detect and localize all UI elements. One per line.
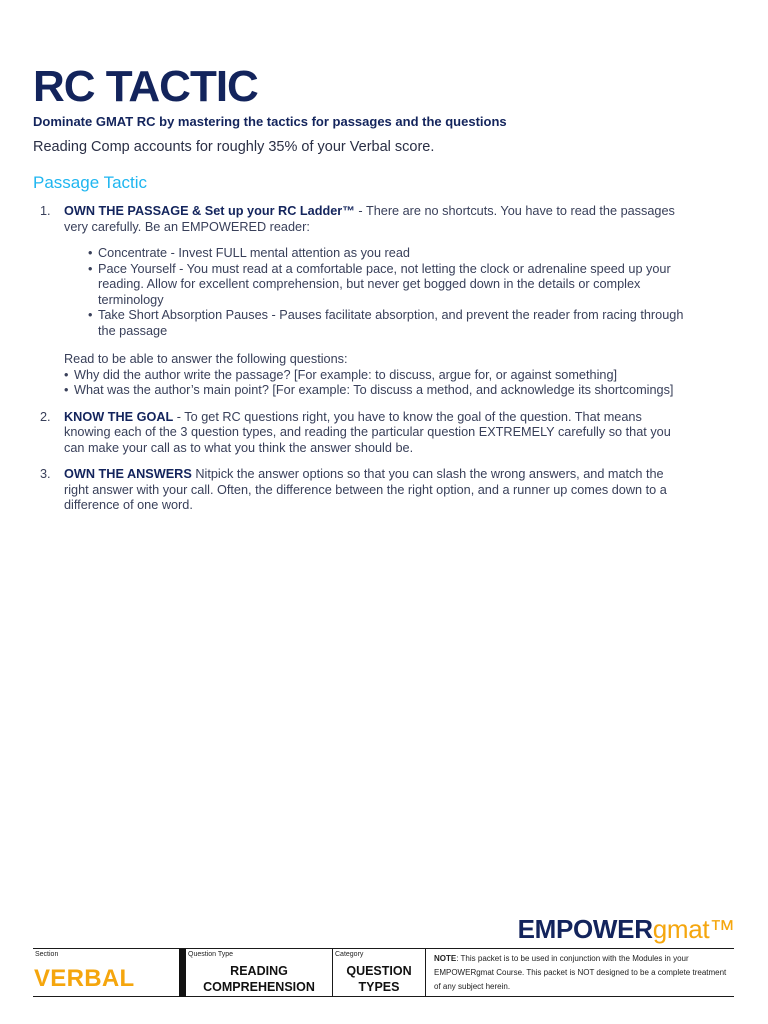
- step-lead: OWN THE PASSAGE & Set up your RC Ladder™: [64, 204, 355, 218]
- footer-category-cell: [333, 949, 426, 997]
- list-item: • What was the author’s main point? [For example: To discuss a method, and acknowledge its shortcomings]: [64, 383, 690, 399]
- step-lead: OWN THE ANSWERS: [64, 467, 192, 481]
- step-3: [40, 467, 690, 514]
- list-item: • Concentrate - Invest FULL mental attention as you read: [74, 246, 690, 262]
- step-lead: KNOW THE GOAL: [64, 409, 174, 424]
- footer-qtype-line2: COMPREHENSION: [203, 980, 315, 994]
- step-2: [40, 410, 690, 457]
- list-item: • Pace Yourself - You must read at a comfortable pace, not letting the clock or adrenaline speed up your reading. Allow for excellent comprehension, but never get bogged down in the details or complex terminology: [74, 262, 690, 309]
- footer-divider: [179, 949, 186, 997]
- list-item: • Why did the author write the passage? [For example: to discuss, argue for, or against something]: [64, 368, 690, 384]
- page-title: RC TACTIC: [33, 62, 258, 111]
- step-number: 3.: [40, 467, 51, 481]
- footer-note-label: NOTE: [434, 954, 457, 963]
- footer-qtype-line1: READING: [230, 964, 288, 978]
- step-1: [40, 204, 690, 399]
- step-number: 1.: [40, 204, 51, 218]
- page-subtitle: Dominate GMAT RC by mastering the tactics for passages and the questions: [33, 114, 507, 129]
- reader-bullets: [74, 246, 690, 339]
- section-heading: Passage Tactic: [33, 173, 148, 192]
- question-bullets: [64, 368, 690, 399]
- tactic-steps: [40, 204, 690, 525]
- brand-part-1: EMPOWER: [517, 914, 653, 944]
- footer-qtype-cell: [186, 949, 333, 997]
- step-number: 2.: [40, 409, 51, 424]
- footer-note-text: : This packet is to be used in conjunction with the Modules in your EMPOWERgmat Course. This packet is NOT designed to be a complete treatment of any subject herein.: [434, 954, 727, 991]
- footer-table: [33, 948, 734, 997]
- footer-qtype-label: Question Type: [188, 951, 234, 958]
- footer-category-line1: QUESTION: [346, 964, 412, 978]
- read-intro: Read to be able to answer the following questions:: [64, 352, 348, 366]
- footer-section-cell: [33, 949, 179, 997]
- intro-text: Reading Comp accounts for roughly 35% of your Verbal score.: [33, 139, 435, 155]
- footer-section-value: VERBAL: [34, 965, 135, 992]
- brand-part-2: gmat™: [652, 914, 735, 944]
- footer-note: [432, 949, 734, 997]
- footer-category-line2: TYPES: [358, 980, 400, 994]
- brand-logo: [518, 914, 735, 945]
- step-text: - There are no shortcuts. You have to read the passages very carefully. Be an EMPOWERED reader:: [64, 204, 675, 234]
- step-text: - To get RC questions right, you have to know the goal of the question. That means knowing each of the 3 question types, and reading the particular question EXTREMELY carefully so that you can make your call as to what you think the answer should be.: [64, 409, 671, 455]
- footer-section-label: Section: [35, 951, 59, 958]
- step-text: Nitpick the answer options so that you can slash the wrong answers, and match the right answer with your call. Often, the difference between the right option, and a runner up comes down to a difference of one word.: [64, 467, 667, 512]
- footer-category-label: Category: [335, 951, 364, 958]
- list-item: • Take Short Absorption Pauses - Pauses facilitate absorption, and prevent the reader from racing through the passage: [74, 308, 690, 339]
